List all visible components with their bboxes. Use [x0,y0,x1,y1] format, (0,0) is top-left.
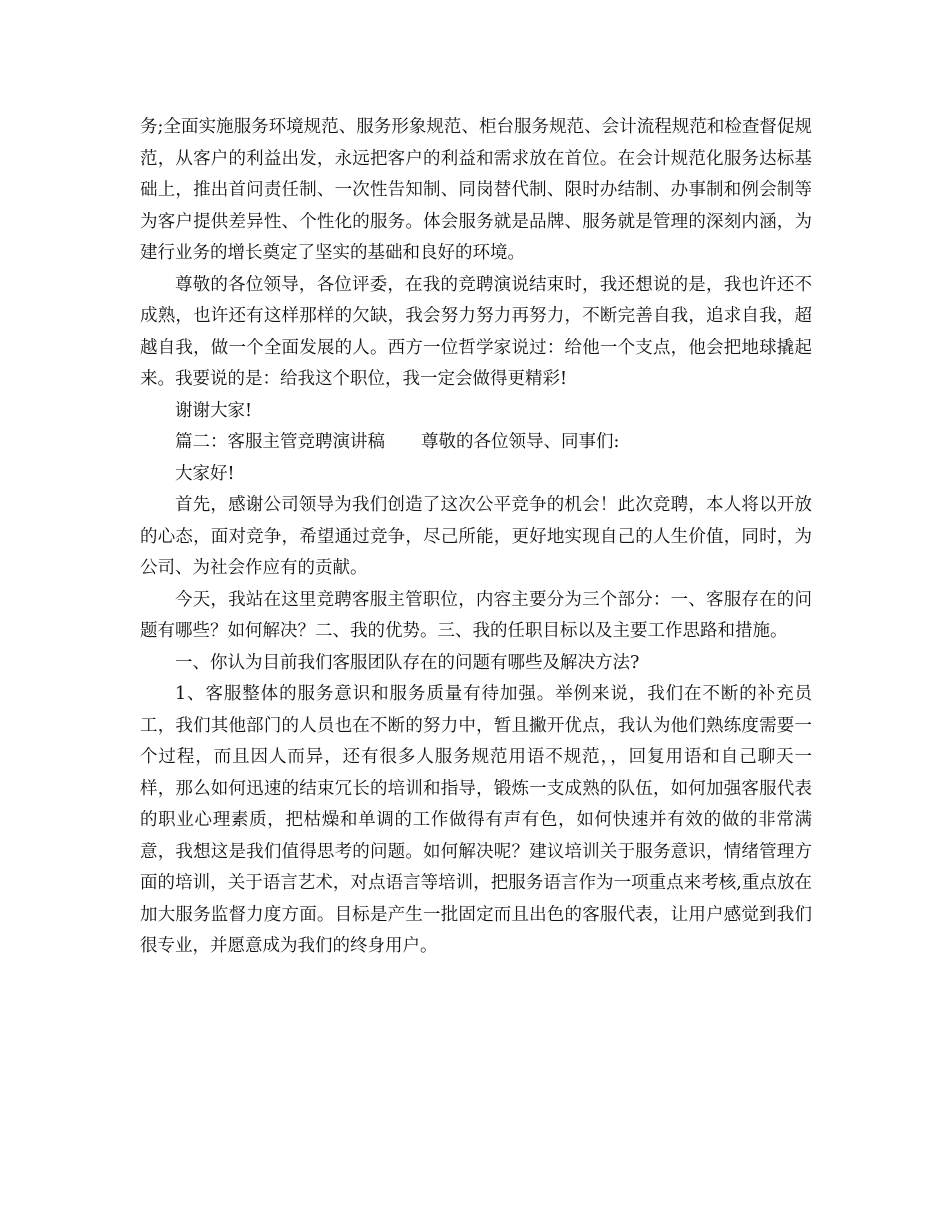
paragraph-thanks: 谢谢大家! [175,400,253,421]
paragraph-continued: 务;全面实施服务环境规范、服务形象规范、柜台服务规范、会计流程规范和检查督促规范，从客户的利益出发，永远把客户的利益和需求放在首位。在会计规范化服务达标基础上，推出首问责任制、一次性告知制、同岗替代制、限时办结制、办事制和例会制等为客户提供差异性、个性化的服务。体会服务就是品牌、服务就是管理的深刻内涵，为建行业务的增长奠定了坚实的基础和良好的环境。 [140,117,812,263]
paragraph-question-heading: 一、你认为目前我们客服团队存在的问题有哪些及解决方法? [175,652,640,673]
paragraph-outline: 今天，我站在这里竞聘客服主管职位，内容主要分为三个部分：一、客服存在的问题有哪些？如何解决？二、我的优势。三、我的任职目标以及主要工作思路和措施。 [140,589,812,641]
paragraph-point-one: 1、客服整体的服务意识和服务质量有待加强。举例来说，我们在不断的补充员工，我们其他部门的人员也在不断的努力中，暂且撇开优点，我认为他们熟练度需要一个过程，而且因人而异，还有很多人服务规范用语不规范，，回复用语和自己聊天一样，那么如何迅速的结束冗长的培训和指导，锻炼一支成熟的队伍，如何加强客服代表的职业心理素质，把枯燥和单调的工作做得有声有色，如何快速并有效的做的非常满意，我想这是我们值得思考的问题。如何解决呢？建议培训关于服务意识，情绪管理方面的培训，关于语言艺术，对点语言等培训，把服务语言作为一项重点来考核,重点放在加大服务监督力度方面。目标是产生一批固定而且出色的客服代表，让用户感觉到我们很专业，并愿意成为我们的终身用户。 [140,684,812,956]
paragraph-intro: 首先，感谢公司领导为我们创造了这次公平竞争的机会！此次竞聘，本人将以开放的心态，面对竞争，希望通过竞争，尽己所能，更好地实现自己的人生价值，同时，为公司、为社会作应有的贡献。 [140,495,812,578]
paragraph-closing-remarks: 尊敬的各位领导，各位评委，在我的竞聘演说结束时，我还想说的是，我也许还不成熟，也许还有这样那样的欠缺，我会努力努力再努力，不断完善自我，追求自我，超越自我，做一个全面发展的人。西方一位哲学家说过：给他一个支点，他会把地球撬起来。我要说的是：给我这个职位，我一定会做得更精彩! [140,274,812,389]
paragraph-greeting: 大家好! [175,463,235,484]
section-salutation: 尊敬的各位领导、同事们: [421,432,620,452]
document-page [140,112,812,963]
section-title: 篇二：客服主管竞聘演讲稿 [175,432,385,452]
section-heading [140,427,812,459]
